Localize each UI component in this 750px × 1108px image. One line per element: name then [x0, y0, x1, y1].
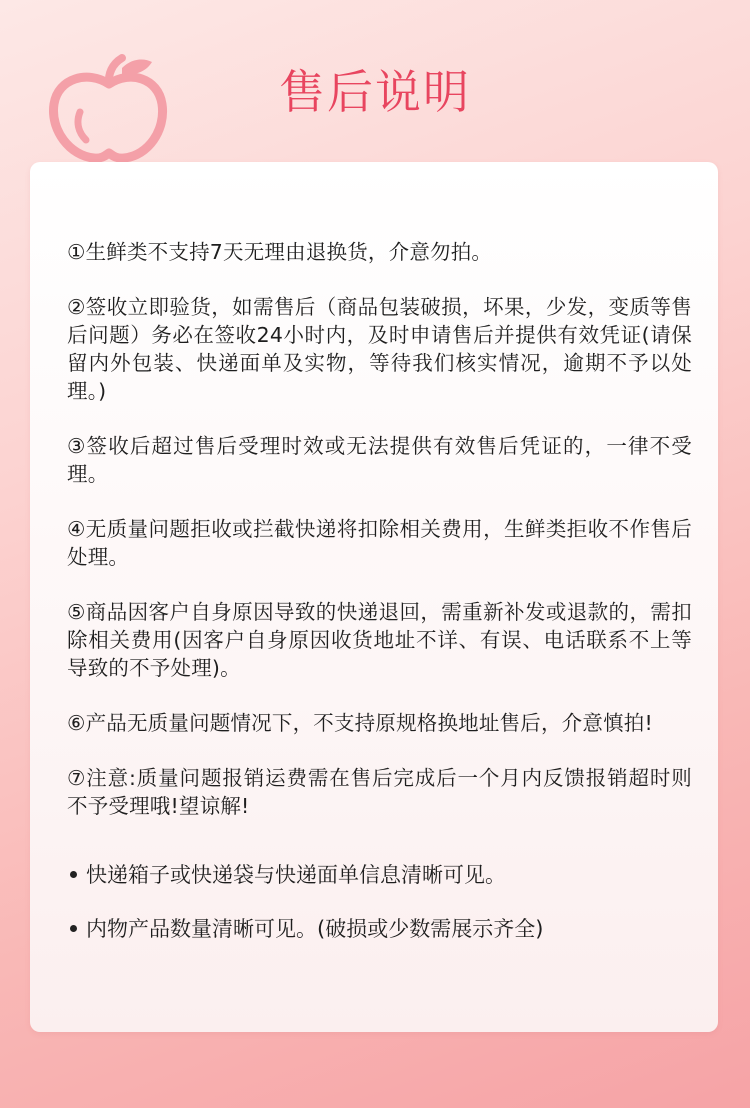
rules-list	[67, 238, 692, 847]
note-text: 内物产品数量清晰可见。(破损或少数需展示齐全)	[86, 917, 544, 941]
note-item	[70, 913, 690, 943]
rule-item: ①生鲜类不支持7天无理由退换货，介意勿拍。	[67, 240, 493, 264]
bullet-icon	[70, 871, 77, 878]
note-text: 快递箱子或快递袋与快递面单信息清晰可见。	[86, 863, 506, 887]
rule-item: ④无质量问题拒收或拦截快递将扣除相关费用，生鲜类拒收不作售后处理。	[67, 517, 692, 569]
rule-item: ②签收立即验货，如需售后（商品包装破损，坏果，少发，变质等售后问题）务必在签收24小时内，及时申请售后并提供有效凭证(请保留内外包装、快递面单及实物，等待我们核实情况，逾期不予以处理。)	[67, 295, 692, 403]
rule-item: ③签收后超过售后受理时效或无法提供有效售后凭证的，一律不受理。	[67, 434, 692, 486]
bullet-icon	[70, 925, 77, 932]
rule-item: ⑥产品无质量问题情况下，不支持原规格换地址售后，介意慎拍!	[67, 711, 653, 735]
notes-list	[70, 859, 690, 967]
note-item	[70, 859, 690, 889]
page-title: 售后说明	[279, 65, 471, 119]
content-card	[30, 162, 718, 1032]
rule-item: ⑤商品因客户自身原因导致的快递退回，需重新补发或退款的，需扣除相关费用(因客户自身原因收货地址不详、有误、电话联系不上等导致的不予处理)。	[67, 600, 692, 680]
rule-item: ⑦注意:质量问题报销运费需在售后完成后一个月内反馈报销超时则不予受理哦!望谅解!	[67, 766, 692, 818]
